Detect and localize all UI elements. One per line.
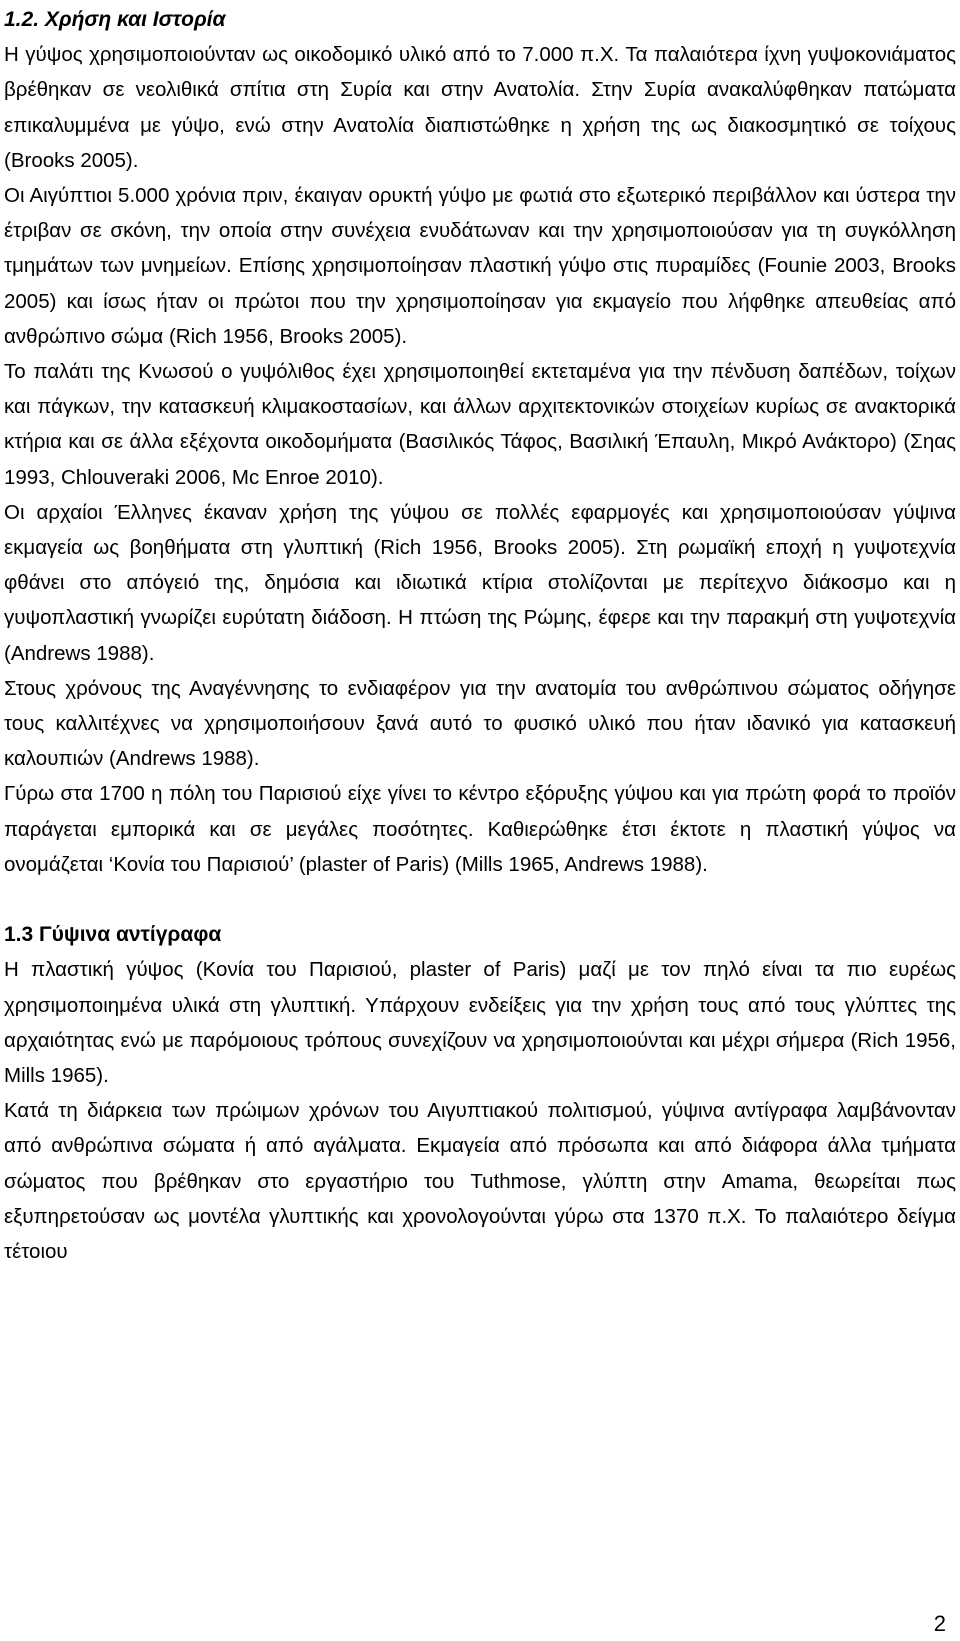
section-spacer [4,882,956,917]
paragraph-paris-1700: Γύρω στα 1700 η πόλη του Παρισιού είχε γίνει το κέντρο εξόρυξης γύψου και για πρώτη φορά το προϊόν παράγεται εμπορικά και σε μεγάλες ποσότητες. Καθιερώθηκε έτσι έκτοτε η πλαστική γύψος να ονομάζεται ‘Κονία του Παρισιού’ (plaster of Paris) (Mills 1965, Andrews 1988). [4,782,956,876]
paragraph-plaster-sculpture: Η πλαστική γύψος (Κονία του Παρισιού, plaster of Paris) μαζί με τον πηλό είναι τα πιο ευρέως χρησιμοποιημένα υλικά στη γλυπτική. Υπάρχουν ενδείξεις για την χρήση τους από τους γλύπτες της αρχαιότητας ενώ με παρόμοιους τρόπους συνεχίζουν να χρησιμοποιούνται και μέχρι σήμερα (Rich 1956, Mills 1965). [4,958,956,1088]
page-number: 2 [933,1611,946,1636]
paragraph-egyptian-casts: Κατά τη διάρκεια των πρώιμων χρόνων του Αιγυπτιακού πολιτισμού, γύψινα αντίγραφα λαμβάνονταν από ανθρώπινα σώματα ή από αγάλματα. Εκμαγεία από πρόσωπα και από διάφορα άλλα τμήματα σώματος που βρέθηκαν στο εργαστήριο του Tuthmose, γλύπτη στην Amama, θεωρείται πως εξυπηρετούσαν ως μοντέλα γλυπτικής και χρονολογούνται γύρω στα 1370 π.Χ. Το παλαιότερο δείγμα τέτοιου [4,1099,956,1264]
section-heading-1-2: 1.2. Χρήση και Ιστορία [4,8,226,31]
paragraph-knossos: Το παλάτι της Κνωσού ο γυψόλιθος έχει χρησιμοποιηθεί εκτεταμένα για την πένδυση δαπέδων, τοίχων και πάγκων, την κατασκευή κλιμακοστασίων, και άλλων αρχιτεκτονικών στοιχείων κυρίως σε ανακτορικά κτήρια και σε άλλα εξέχοντα οικοδομήματα (Βασιλικός Τάφος, Βασιλική Έπαυλη, Μικρό Ανάκτορο) (Σηας 1993, Chlouveraki 2006, Mc Enroe 2010). [4,360,956,489]
section-heading-1-3: 1.3 Γύψινα αντίγραφα [4,923,222,947]
paragraph-egyptians: Οι Αιγύπτιοι 5.000 χρόνια πριν, έκαιγαν ορυκτή γύψο με φωτιά στο εξωτερικό περιβάλλον και ύστερα την έτριβαν σε σκόνη, την οποία στην συνέχεια ενυδάτωναν και την χρησιμοποιούσαν για τη συγκόλληση τμημάτων των μνημείων. Επίσης χρησιμοποίησαν πλαστική γύψο στις πυραμίδες (Founie 2003, Brooks 2005) και ίσως ήταν οι πρώτοι που την χρησιμοποίησαν για εκμαγείο που λήφθηκε απευθείας από ανθρώπινο σώμα (Rich 1956, Brooks 2005). [4,184,956,348]
paragraph-ancient-greeks-romans: Οι αρχαίοι Έλληνες έκαναν χρήση της γύψου σε πολλές εφαρμογές και χρησιμοποιούσαν γύψινα εκμαγεία ως βοηθήματα στη γλυπτική (Rich 1956, Brooks 2005). Στη ρωμαϊκή εποχή η γυψοτεχνία φθάνει στο απόγειό της, δημόσια και ιδιωτικά κτίρια στολίζονται με περίτεχνο διάκοσμο και η γυψοπλαστική γνωρίζει ευρύτατη διάδοση. Η πτώση της Ρώμης, έφερε και την παρακμή στη γυψοτεχνία (Andrews 1988). [4,500,956,665]
paragraph-gypsum-neolithic: Η γύψος χρησιμοποιούνταν ως οικοδομικό υλικό από το 7.000 π.Χ. Τα παλαιότερα ίχνη γυψοκονιάματος βρέθηκαν σε νεολιθικά σπίτια στη Συρία και στην Ανατολία. Στην Συρία ανακαλύφθηκαν πατώματα επικαλυμμένα με γύψο, ενώ στην Ανατολία διαπιστώθηκε η χρήση της ως διακοσμητικό σε τοίχους (Brooks 2005). [4,43,956,172]
paragraph-renaissance: Στους χρόνους της Αναγέννησης το ενδιαφέρον για την ανατομία του ανθρώπινου σώματος οδήγησε τους καλλιτέχνες να χρησιμοποιήσουν ξανά αυτό το φυσικό υλικό που ήταν ιδανικό για κατασκευή καλουπιών (Andrews 1988). [4,676,956,771]
